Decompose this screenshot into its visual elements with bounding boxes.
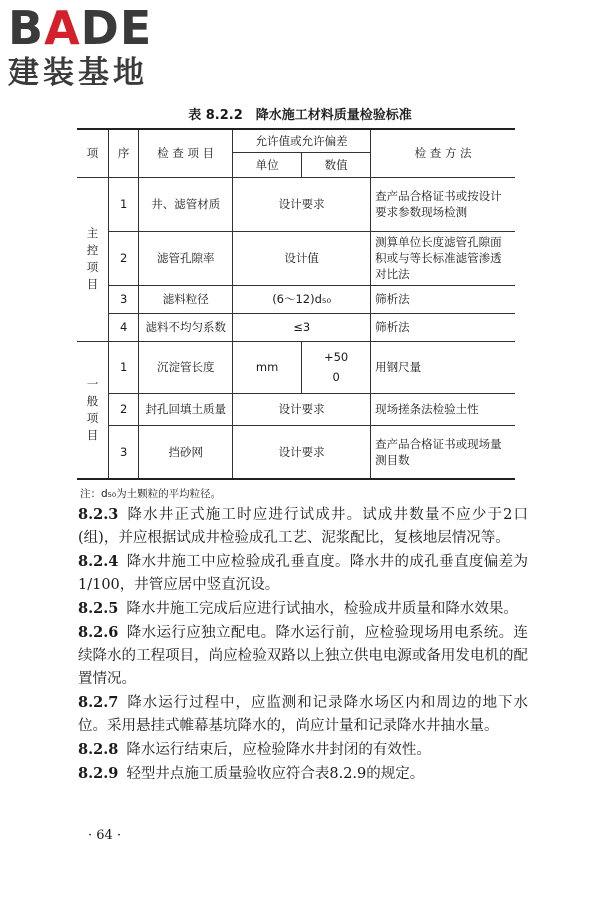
row-method: 用钢尺量: [371, 341, 515, 393]
table-row: [77, 231, 515, 285]
row-item: 井、滤管材质: [139, 177, 233, 231]
row-item: 封孔回填土质量: [139, 393, 233, 425]
clause-8-2-7: 8.2.7 降水运行过程中，应监测和记录降水场区内和周边的地下水位。采用悬挂式帷幕基坑降水的，尚应计量和记录降水井抽水量。: [78, 694, 528, 734]
row-item: 滤料粒径: [139, 285, 233, 313]
row-unit: mm: [233, 341, 302, 393]
row-item: 沉淀管长度: [139, 341, 233, 393]
table-header-row: [77, 129, 515, 152]
row-method: 筛析法: [371, 313, 515, 341]
page-number: · 64 ·: [88, 828, 122, 843]
clause-8-2-5: 8.2.5 降水井施工完成后应进行试抽水，检验成井质量和降水效果。: [78, 600, 518, 617]
clause-8-2-9: 8.2.9 轻型井点施工质量验收应符合表8.2.9的规定。: [78, 765, 425, 782]
row-item: 滤料不均匀系数: [139, 313, 233, 341]
row-value: +50 0: [302, 341, 371, 393]
table-row: [77, 177, 515, 231]
brand-logo: [8, 1, 178, 91]
table-row: [77, 425, 515, 479]
clause-8-2-8: 8.2.8 降水运行结束后，应检验降水井封闭的有效性。: [78, 741, 431, 758]
row-seq: 2: [109, 393, 139, 425]
logo-subtitle: 建装基地: [8, 55, 148, 91]
row-method: 筛析法: [371, 285, 515, 313]
header-method: 检 查 方 法: [371, 129, 515, 177]
row-seq: 2: [109, 231, 139, 285]
group-label-main: 主 控 项 目: [77, 177, 109, 341]
header-unit: 单位: [233, 152, 302, 177]
quality-standard-table: [77, 128, 515, 480]
row-method: 现场搓条法检验土性: [371, 393, 515, 425]
table-row: [77, 285, 515, 313]
row-item: 挡砂网: [139, 425, 233, 479]
row-tolerance: 设计要求: [233, 177, 371, 231]
row-method: 查产品合格证书或现场量测目数: [371, 425, 515, 479]
row-seq: 4: [109, 313, 139, 341]
table-row: [77, 393, 515, 425]
header-seq: 序: [109, 129, 139, 177]
row-tolerance: 设计要求: [233, 393, 371, 425]
body-text: [78, 503, 528, 786]
row-method: 测算单位长度滤管孔隙面积或与等长标准滤管渗透对比法: [371, 231, 515, 285]
table-row: [77, 313, 515, 341]
row-tolerance: 设计要求: [233, 425, 371, 479]
clause-8-2-3: 8.2.3 降水井正式施工时应进行试成井。试成井数量不应少于2口(组)，并应根据试成井检验成孔工艺、泥浆配比，复核地层情况等。: [78, 506, 528, 546]
header-value: 数值: [302, 152, 371, 177]
header-item: 检 查 项 目: [139, 129, 233, 177]
row-tolerance: 设计值: [233, 231, 371, 285]
row-tolerance: (6～12)d₅₀: [233, 285, 371, 313]
table-row: [77, 341, 515, 393]
header-tolerance: 允许值或允许偏差: [233, 129, 371, 152]
logo-wordmark: BADE: [8, 1, 153, 55]
clause-8-2-4: 8.2.4 降水井施工中应检验成孔垂直度。降水井的成孔垂直度偏差为1/100，井管应居中竖直沉设。: [78, 553, 528, 593]
group-label-general: 一 般 项 目: [77, 341, 109, 479]
row-seq: 3: [109, 285, 139, 313]
row-method: 查产品合格证书或按设计要求参数现场检测: [371, 177, 515, 231]
row-item: 滤管孔隙率: [139, 231, 233, 285]
row-tolerance: ≤3: [233, 313, 371, 341]
table-title: 表 8.2.2 降水施工材料质量检验标准: [188, 108, 412, 123]
row-seq: 3: [109, 425, 139, 479]
row-seq: 1: [109, 341, 139, 393]
clause-8-2-6: 8.2.6 降水运行应独立配电。降水运行前，应检验现场用电系统。连续降水的工程项目，尚应检验双路以上独立供电电源或备用发电机的配置情况。: [78, 624, 528, 687]
header-category: 项: [77, 129, 109, 177]
table-note: 注：d₅₀为土颗粒的平均粒径。: [80, 488, 222, 500]
row-seq: 1: [109, 177, 139, 231]
